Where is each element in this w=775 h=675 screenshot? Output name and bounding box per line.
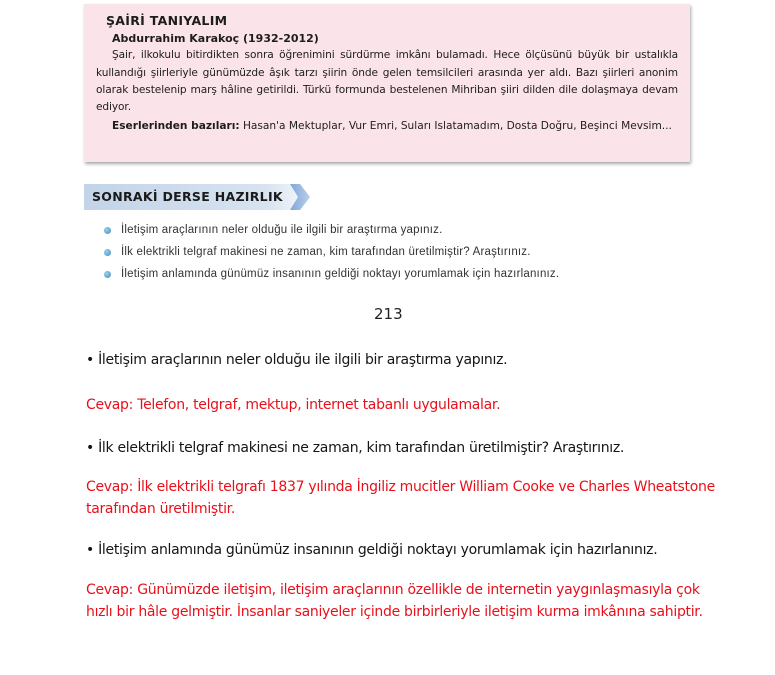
answer-3: Cevap: Günümüzde iletişim, iletişim araçlarının özellikle de internetin yaygınlaşmasıyla çok hızlı bir hâle gelmiştir. İnsanlar saniyeler içinde birbirleriyle iletişim kurma imkânına sahiptir. bbox=[86, 582, 703, 620]
poet-works bbox=[112, 118, 678, 135]
prep-list bbox=[104, 219, 559, 285]
list-item: İletişim anlamında günümüz insanının geldiği noktayı yorumlamak için hazırlanınız. bbox=[104, 263, 559, 285]
question-1: • İletişim araçlarının neler olduğu ile ilgili bir araştırma yapınız. bbox=[86, 352, 508, 368]
question-2: • İlk elektrikli telgraf makinesi ne zaman, kim tarafından üretilmiştir? Araştırınız. bbox=[86, 440, 625, 456]
poet-box-title: ŞAİRİ TANIYALIM bbox=[106, 13, 228, 28]
page-number: 213 bbox=[374, 305, 403, 323]
prep-section-title: SONRAKİ DERSE HAZIRLIK bbox=[92, 189, 283, 204]
list-item: İletişim araçlarının neler olduğu ile ilgili bir araştırma yapınız. bbox=[104, 219, 559, 241]
answer-1: Cevap: Telefon, telgraf, mektup, internet tabanlı uygulamalar. bbox=[86, 397, 501, 413]
bullet-icon bbox=[104, 271, 111, 278]
prep-section-banner bbox=[84, 184, 310, 210]
list-item: İlk elektrikli telgraf makinesi ne zaman, kim tarafından üretilmiştir? Araştırınız. bbox=[104, 241, 559, 263]
works-list: Hasan'a Mektuplar, Vur Emri, Suları Islatamadım, Dosta Doğru, Beşinci Mevsim... bbox=[242, 120, 672, 133]
poet-info-box bbox=[84, 4, 690, 162]
poet-name: Abdurrahim Karakoç (1932-2012) bbox=[112, 32, 319, 45]
bullet-icon bbox=[104, 227, 111, 234]
bullet-icon bbox=[104, 249, 111, 256]
question-3: • İletişim anlamında günümüz insanının geldiği noktayı yorumlamak için hazırlanınız. bbox=[86, 542, 658, 558]
works-label: Eserlerinden bazıları: bbox=[112, 120, 240, 133]
poet-bio: Şair, ilkokulu bitirdikten sonra öğrenimini sürdürme imkânı bulamadı. Hece ölçüsünü büyük bir ustalıkla kullandığı şiirleriyle günümüzde âşık tarzı şiirin önde gelen temsilcileri arasında yer aldı. Bazı şiirleri anonim olarak bestelenip marş hâline getirildi. Türkü formunda bestelenen Mihriban şiiri dilden dile dolaşmaya devam ediyor. bbox=[96, 49, 678, 114]
answer-2: Cevap: İlk elektrikli telgrafı 1837 yılında İngiliz mucitler William Cooke ve Charles Wheatstone tarafından üretilmiştir. bbox=[86, 479, 715, 517]
